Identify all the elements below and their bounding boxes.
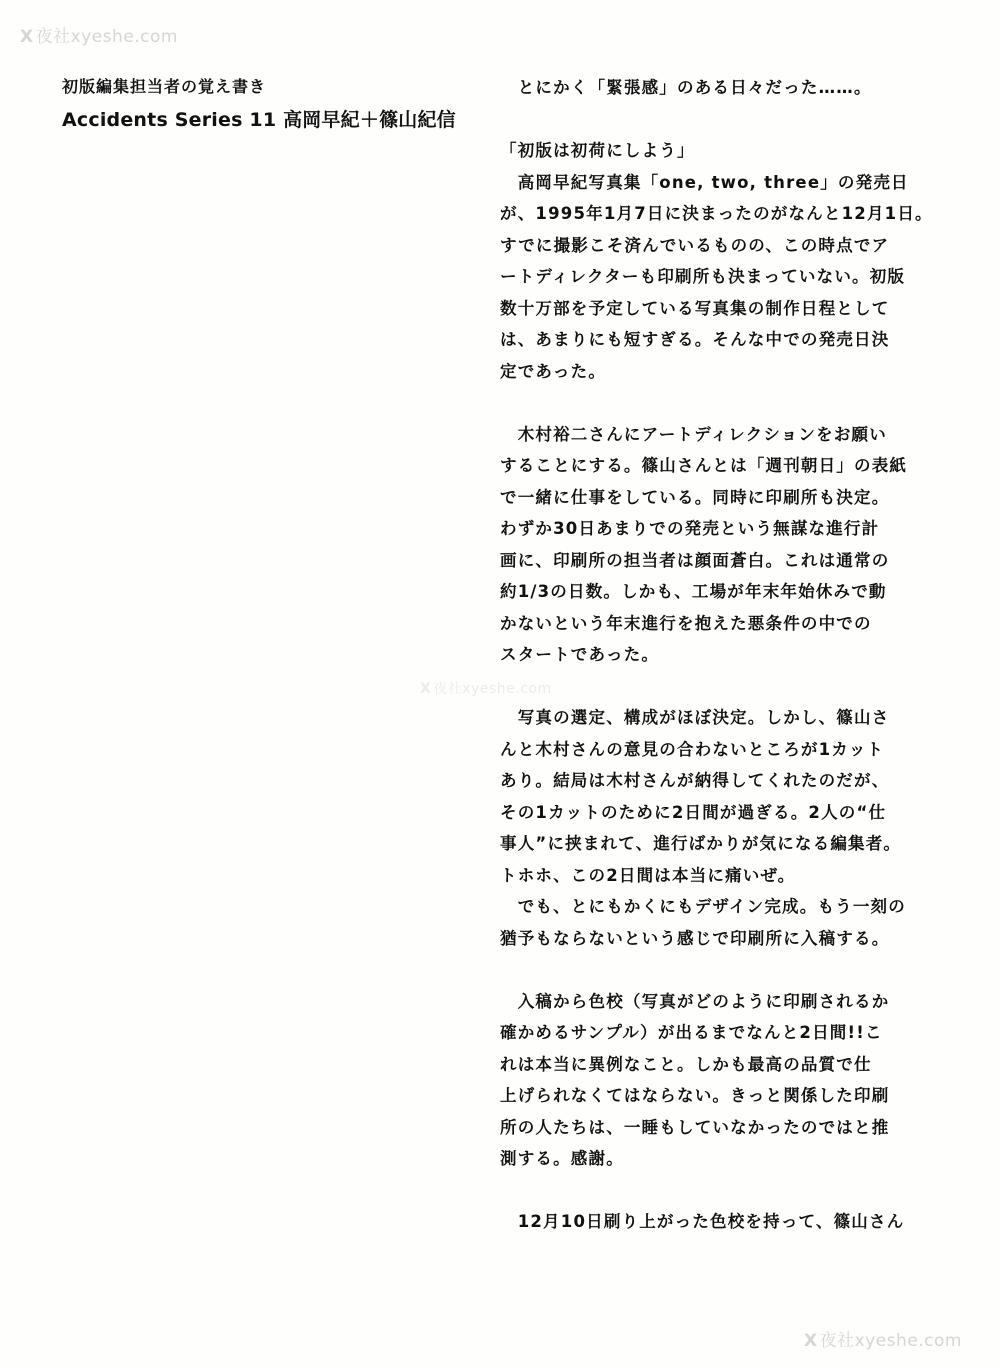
watermark-x-icon: X	[804, 1331, 818, 1351]
text-line: 高岡早紀写真集「one, two, three」の発売日	[500, 172, 909, 192]
article-body	[500, 72, 933, 1238]
paragraph-3	[500, 419, 920, 671]
text-line: 確かめるサンプル）が出るまでなんと2日間!!こ	[500, 1023, 883, 1042]
text-line: あり。結局は木村さんが納得してくれたのだが、	[500, 771, 890, 790]
text-line: 上げられなくてはならない。きっと関係した印刷	[500, 1086, 890, 1105]
text-line: で一緒に仕事をしている。同時に印刷所も決定。	[500, 487, 890, 507]
text-line: することにする。篠山さんとは「週刊朝日」の表紙	[500, 456, 908, 475]
text-line: その1カットのために2日間が過ぎる。2人の“仕	[500, 802, 887, 822]
watermark-bottom	[804, 1326, 962, 1351]
text-line: 12月10日刷り上がった色校を持って、篠山さん	[500, 1212, 905, 1231]
text-line: れは本当に異例なこと。しかも最高の品質で仕	[500, 1054, 872, 1074]
text-line: 木村裕二さんにアートディレクションをお願い	[500, 424, 887, 444]
text-line: 数十万部を予定している写真集の制作日程として	[500, 298, 890, 318]
text-line: ートディレクターも印刷所も決まっていない。初版	[500, 267, 906, 286]
text-line: とにかく「緊張感」のある日々だった……。	[500, 78, 872, 97]
text-line: でも、とにもかくにもデザイン完成。もう一刻の	[500, 897, 906, 916]
watermark-text: 夜社xyeshe.com	[433, 681, 552, 697]
text-line: 猶予もならないという感じで印刷所に入稿する。	[500, 928, 890, 948]
paragraph-6	[500, 1206, 920, 1238]
article-title: Accidents Series 11 高岡早紀＋篠山紀信	[62, 109, 456, 131]
paragraph-4	[500, 702, 920, 954]
text-line: 入稿から色校（写真がどのように印刷されるか	[500, 991, 890, 1011]
text-line: 画に、印刷所の担当者は顔面蒼白。これは通常の	[500, 550, 890, 570]
text-line: 定であった。	[500, 361, 607, 381]
watermark-text: 夜社xyeshe.com	[819, 1331, 962, 1351]
watermark-text: 夜社xyeshe.com	[35, 27, 178, 47]
text-line: 写真の選定、構成がほぼ決定。しかし、篠山さ	[500, 708, 890, 727]
paragraph-1	[500, 72, 920, 104]
paragraph-2	[500, 135, 933, 387]
text-line: トホホ、この2日間は本当に痛いぜ。	[500, 865, 796, 885]
watermark-x-icon: X	[420, 681, 432, 697]
text-line: 約1/3の日数。しかも、工場が年末年始休みで動	[500, 582, 887, 601]
text-line: んと木村さんの意見の合わないところが1カット	[500, 739, 885, 759]
paragraph-5	[500, 986, 920, 1175]
text-line: すでに撮影こそ済んでいるものの、この時点でア	[500, 235, 890, 255]
text-line: わずか30日あまりでの発売という無謀な進行計	[500, 519, 880, 538]
text-line: が、1995年1月7日に決まったのがなんと12月1日。	[500, 204, 933, 223]
text-line: スタートであった。	[500, 645, 660, 664]
text-line: 事人”に挟まれて、進行ばかりが気になる編集者。	[500, 834, 902, 853]
text-line: 所の人たちは、一睡もしていなかったのではと推	[500, 1117, 890, 1137]
article-header	[62, 74, 482, 132]
text-line: かないという年末進行を抱えた悪条件の中での	[500, 613, 872, 633]
watermark-top	[20, 22, 178, 47]
article-subtitle: 初版編集担当者の覚え書き	[62, 77, 267, 96]
watermark-x-icon: X	[20, 27, 34, 47]
text-line: 測する。感謝。	[500, 1149, 624, 1168]
text-line: 「初版は初荷にしよう」	[500, 141, 695, 160]
text-line: は、あまりにも短すぎる。そんな中での発売日決	[500, 330, 890, 349]
